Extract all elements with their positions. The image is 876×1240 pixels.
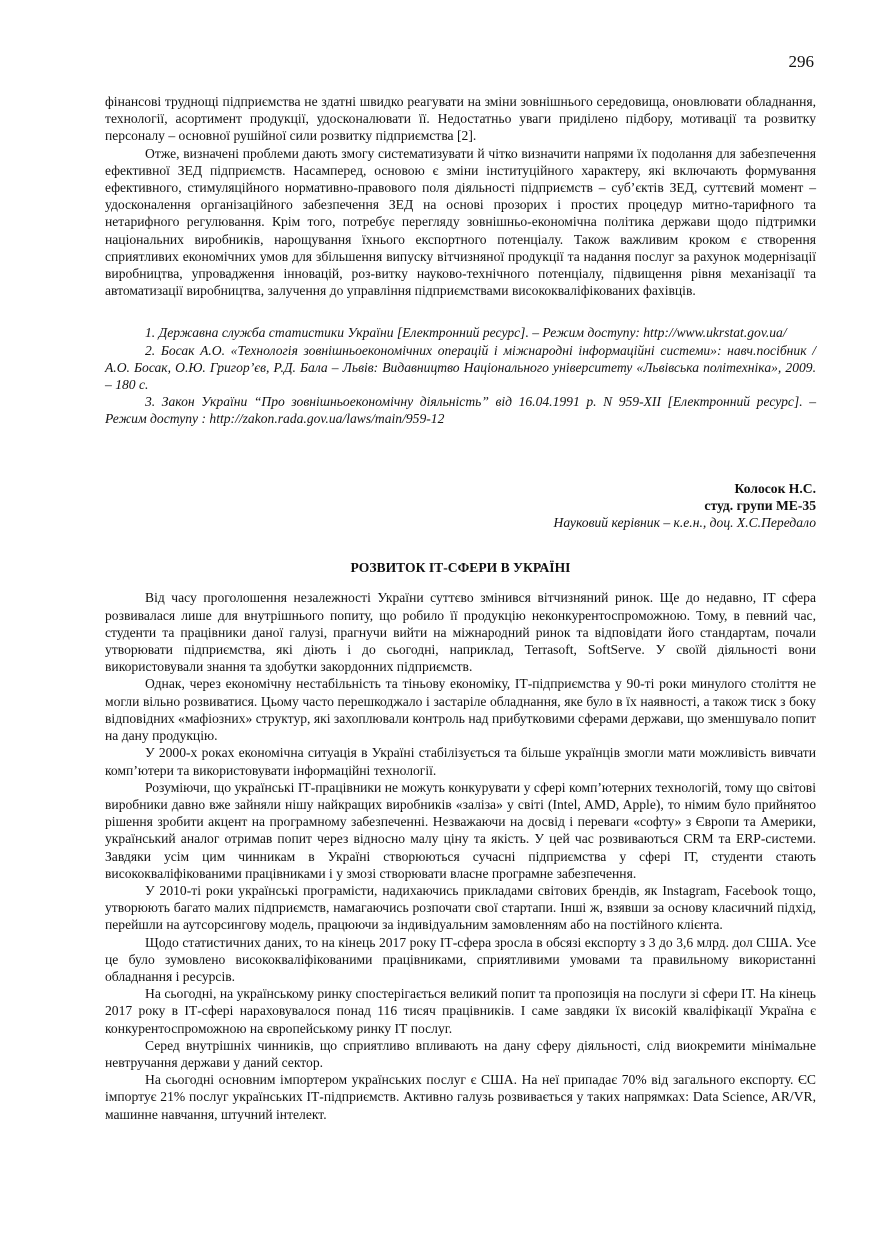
- body-paragraph: Розуміючи, що українські ІТ-працівники не можуть конкурувати у сфері комп’ютерних технологій, тому що світові виробники давно вже зайняли нішу найкращих виробників «заліза» у світі (Intel, AMD, Apple), то німим було прийнятоо рішення зробити акцент на програмному забезпеченні. Незважаючи на досвід і переваги «софту» з Європи та Америки, український аналог отримав попит через відносно малу ціну та якість. У цей час розвиваються CRM та ERP-системи. Завдяки усім цим чинникам в Україні створюються сучасні підприємства у сфері ІТ, студенти стають висококваліфікованими працівниками і у змозі створювати власне програмне забезпечення.: [105, 779, 816, 881]
- references-list: [105, 324, 816, 427]
- body-paragraph: У 2000-х роках економічна ситуація в Україні стабілізується та більше українців змогли мати можливість вивчати комп’ютери та використовувати інформаційні технології.: [105, 745, 816, 778]
- reference-item: 2. Босак А.О. «Технологія зовнішньоекономічних операцій і міжнародні інформаційні системи»: навч.посібник / А.О. Босак, О.Ю. Григор’єв, Р.Д. Бала – Львів: Видавництво Національного університету «Львівська політехніка», 2009. – 180 с.: [105, 342, 816, 393]
- body-paragraph: На сьогодні, на українському ринку спостерігається великий попит та пропозиція на послуги зі сфери ІТ. На кінець 2017 року в ІТ-сфері нараховувалося понад 116 тисяч працівників. І саме завдяки їх високій кваліфікації Україна є конкурентоспроможною на європейському ринку ІТ послуг.: [105, 986, 816, 1036]
- author-group: студ. групи МЕ-35: [704, 497, 816, 513]
- body-paragraph: Від часу проголошення незалежності України суттєво змінився вітчизняний ринок. Ще до недавно, ІТ сфера розвивалася лише для внутрішнього попиту, що робило її продукцію неконкурентоспроможною. Тому, в певний час, студенти та працівники даної галузі, прагнучи вийти на міжнародний ринок та відповідати його стандартам, почали утворювати підприємства, які діють і до сьогодні, наприклад, Terrasoft, SoftServe. У своїй діяльності вони використовували знання та здобутки закордонних підприємств.: [105, 590, 816, 675]
- article-title: РОЗВИТОК ІТ-СФЕРИ В УКРАЇНІ: [350, 560, 571, 576]
- author-block: [105, 480, 816, 532]
- body-paragraph: Серед внутрішніх чинників, що сприятливо впливають на дану сферу діяльності, слід виокремити мінімальне невтручання держави у даний сектор.: [105, 1037, 816, 1070]
- page-number: 296: [788, 52, 814, 71]
- intro-paragraph: Отже, визначені проблеми дають змогу систематизувати й чітко визначити напрями їх подолання для забезпечення ефективної ЗЕД підприємств. Насамперед, основою є зміни інституційного характеру, які включають формування ефективного, стимуляційного нормативно-правового поля діяльності підприємств – суб’єктів ЗЕД, суттєвий момент – удосконалення організаційного забезпечення ЗЕД на основі прозорих і простих процедур митно-тарифного та нетарифного регулювання. Крім того, потребує перегляду зовнішньо-економічна політика держави щодо підтримки національних виробників, нарощування їхнього експортного потенціалу. Також важливим кроком є створення сприятливих економічних умов для збільшення випуску вітчизняної продукції та надання послуг за рахунок модернізації виробництва, упровадження інновацій, роз-витку науково-технічного потенціалу, підвищення рівня механізації та автоматизації виробництва, залучення до управління підприємствами висококваліфікованих фахівців.: [105, 145, 816, 299]
- page-content: [105, 93, 816, 1123]
- author-name: Колосок Н.С.: [734, 480, 816, 496]
- body-paragraph: Однак, через економічну нестабільність та тіньову економіку, ІТ-підприємства у 90-ті роки минулого століття не могли вільно розвиватися. Цьому часто перешкоджало і застаріле обладнання, яке було в їх наявності, а також тиск з боку відповідних «мафіозних» структур, які захоплювали контроль над прибутковими сферами держави, що зменшувало попит на дану продукцію.: [105, 676, 816, 744]
- intro-paragraph: фінансові труднощі підприємства не здатні швидко реагувати на зміни зовнішнього середовища, оновлювати обладнання, технології, асортимент продукції, удосконалювати її. Недостатньо уваги приділено підбору, мотивації та розвитку персоналу – основної рушійної сили розвитку підприємства [2].: [105, 94, 816, 144]
- reference-item: 3. Закон України “Про зовнішньоекономічну діяльність” від 16.04.1991 р. N 959-XII [Електронний ресурс]. – Режим доступу : http://zakon.rada.gov.ua/laws/main/959-12: [105, 394, 816, 427]
- author-supervisor: Науковий керівник – к.е.н., доц. Х.С.Передало: [553, 515, 816, 531]
- reference-item: 1. Державна служба статистики України [Електронний ресурс]. – Режим доступу: http://www.ukrstat.gov.ua/: [145, 325, 787, 341]
- body-paragraph: У 2010-ті роки українські програмісти, надихаючись прикладами світових брендів, як Instagram, Facebook тощо, утворюють багато малих підприємств, намагаючись розпочати свої стартапи. Інші ж, взявши за основу класичний підхід, перейшли на аутсорсингову модель, працюючи за індивідуальним замовленням або на постійного клієнта.: [105, 882, 816, 933]
- body-paragraph: На сьогодні основним імпортером українських послуг є США. На неї припадає 70% від загального експорту. ЄС імпортує 21% послуг українських ІТ-підприємств. Активно галузь розвивається у таких напрямках: Data Science, AR/VR, машинне навчання, штучний інтелект.: [105, 1072, 816, 1122]
- body-paragraph: Щодо статистичних даних, то на кінець 2017 року ІТ-сфера зросла в обсязі експорту з 3 до 3,6 млрд. дол США. Усе це було зумовлено висококваліфікованими працівниками, сприятливими умовами та правильному використанні обладнання і ресурсів.: [105, 934, 816, 984]
